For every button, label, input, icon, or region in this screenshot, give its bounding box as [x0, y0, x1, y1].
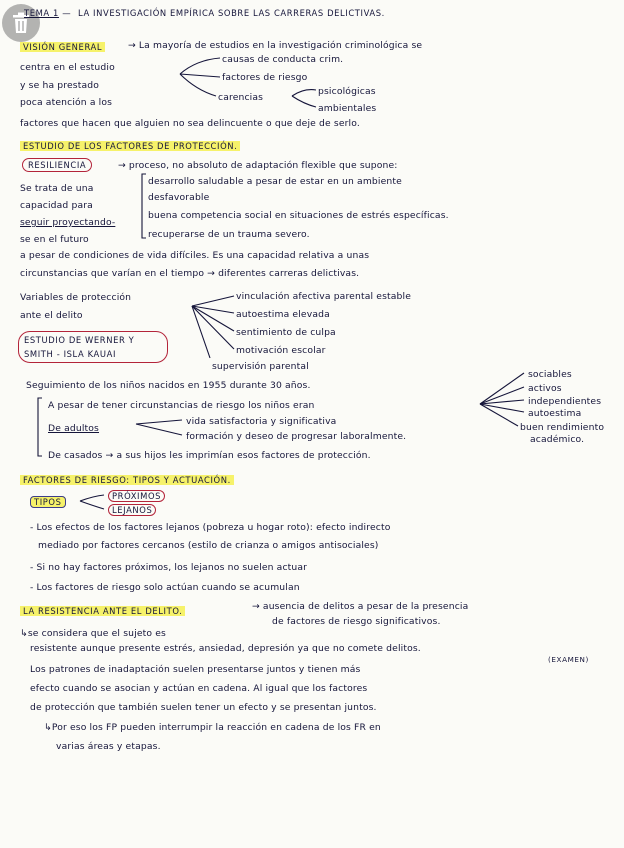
rasgo-4: autoestima	[528, 408, 582, 419]
resiliencia-item-1: desarrollo saludable a pesar de estar en un ambiente	[148, 176, 402, 187]
vision-line-3: y se ha prestado	[20, 80, 100, 91]
rasgo-1: sociables	[528, 369, 572, 380]
riesgo-heading: FACTORES DE RIESGO: TIPOS Y ACTUACIÓN.	[20, 475, 234, 486]
proteccion-para-1: a pesar de condiciones de vida difíciles. Es una capacidad relativa a unas	[20, 250, 370, 261]
resistencia-heading: LA RESISTENCIA ANTE EL DELITO.	[20, 606, 185, 617]
resistencia-line-4: efecto cuando se asocian y actúan en cadena. Al igual que los factores	[30, 683, 368, 694]
resiliencia-item-1b: desfavorable	[148, 192, 210, 203]
riesgo-line-3: - Si no hay factores próximos, los lejanos no suelen actuar	[30, 562, 308, 573]
arrow-var-5	[192, 306, 210, 358]
proteccion-heading: ESTUDIO DE LOS FACTORES DE PROTECCIÓN.	[20, 141, 240, 152]
arrow-causas	[180, 58, 220, 74]
vision-heading: VISIÓN GENERAL	[20, 42, 105, 53]
arrow-rasgo-1	[480, 373, 524, 404]
vision-line-4: poca atención a los	[20, 97, 113, 108]
variable-2: autoestima elevada	[236, 309, 330, 320]
rasgo-3: independientes	[528, 396, 602, 407]
variable-5: supervisión parental	[212, 361, 309, 372]
estudio-line-2: SMITH - ISLA KAUAI	[24, 349, 117, 359]
arrow-ambientales	[292, 96, 316, 107]
variable-1: vinculación afectiva parental estable	[236, 291, 412, 302]
tipos-label: TIPOS	[30, 497, 66, 508]
vision-branch-ambientales: ambientales	[318, 103, 377, 114]
vision-line-2: centra en el estudio	[20, 62, 115, 73]
adultos-line-2c: formación y deseo de progresar laboralmente.	[186, 431, 407, 442]
examen-note: (EXAMEN)	[548, 655, 589, 664]
resiliencia-definition: → proceso, no absoluto de adaptación flexible que supone:	[118, 160, 398, 171]
page-title: LA INVESTIGACIÓN EMPÍRICA SOBRE LAS CARRERAS DELICTIVAS.	[78, 8, 385, 18]
arrow-var-1	[192, 296, 234, 306]
tipo-lejanos: LEJANOS	[108, 505, 156, 516]
resiliencia-label: RESILIENCIA	[22, 160, 92, 171]
rasgo-2: activos	[528, 383, 562, 394]
vision-branch-psicologicas: psicológicas	[318, 86, 376, 97]
resistencia-head-b: de factores de riesgo significativos.	[272, 616, 441, 627]
resistencia-line-5: de protección que también suelen tener un efecto y se presentan juntos.	[30, 702, 377, 713]
adultos-line-2: De adultos	[48, 423, 99, 434]
adultos-line-2b: vida satisfactoria y significativa	[186, 416, 337, 427]
variable-3: sentimiento de culpa	[236, 327, 336, 338]
resiliencia-side-3: seguir proyectando-	[20, 217, 116, 228]
resistencia-head-a: → ausencia de delitos a pesar de la presencia	[252, 601, 469, 612]
resistencia-line-1: ↳se considera que el sujeto es	[20, 628, 166, 639]
variables-label-2: ante el delito	[20, 310, 83, 321]
variables-label-1: Variables de protección	[20, 292, 132, 303]
adultos-line-3: De casados → a sus hijos les imprimían esos factores de protección.	[48, 450, 371, 461]
tipo-proximos: PRÓXIMOS	[108, 491, 165, 502]
estudio-line-1: ESTUDIO DE WERNER Y	[24, 335, 135, 345]
vision-line-5: factores que hacen que alguien no sea delincuente o que deje de serlo.	[20, 118, 360, 129]
riesgo-line-1: - Los efectos de los factores lejanos (pobreza u hogar roto): efecto indirecto	[30, 522, 391, 533]
arrow-psicologicas	[292, 90, 316, 96]
resiliencia-side-4: se en el futuro	[20, 234, 89, 245]
vision-branch-carencias: carencias	[218, 92, 264, 103]
topic-number: TEMA 1 —	[24, 8, 72, 18]
resistencia-line-2: resistente aunque presente estrés, ansiedad, depresión ya que no comete delitos.	[30, 643, 421, 654]
bracket-adultos	[38, 398, 42, 456]
riesgo-line-2: mediado por factores cercanos (estilo de crianza o amigos antisociales)	[38, 540, 379, 551]
variable-4: motivación escolar	[236, 345, 326, 356]
resiliencia-side-2: capacidad para	[20, 200, 93, 211]
resistencia-line-7: varias áreas y etapas.	[56, 741, 161, 752]
arrow-carencias	[180, 74, 216, 96]
resistencia-line-3: Los patrones de inadaptación suelen presentarse juntos y tienen más	[30, 664, 361, 675]
arrow-tipos-a	[80, 495, 104, 501]
adultos-line-1: A pesar de tener circunstancias de riesgo los niños eran	[48, 400, 315, 411]
proteccion-para-2: circunstancias que varían en el tiempo → diferentes carreras delictivas.	[20, 268, 360, 279]
arrow-adultos-a	[136, 420, 182, 424]
arrow-tipos-b	[80, 501, 104, 509]
resiliencia-item-2: buena competencia social en situaciones de estrés específicas.	[148, 210, 449, 221]
bracket-resiliencia	[142, 174, 146, 238]
resiliencia-item-3: recuperarse de un trauma severo.	[148, 229, 310, 240]
vision-branch-causas: causas de conducta crim.	[222, 54, 344, 65]
resistencia-line-6: ↳Por eso los FP pueden interrumpir la reacción en cadena de los FR en	[44, 722, 381, 733]
arrow-factores	[180, 74, 220, 77]
resiliencia-side-1: Se trata de una	[20, 183, 94, 194]
riesgo-line-4: - Los factores de riesgo solo actúan cuando se acumulan	[30, 582, 300, 593]
rasgo-5: buen rendimiento	[520, 422, 605, 433]
rasgo-5b: académico.	[530, 434, 585, 445]
arrow-adultos-b	[136, 424, 182, 435]
seguimiento-line: Seguimiento de los niños nacidos en 1955 durante 30 años.	[26, 380, 311, 391]
vision-line-1: → La mayoría de estudios en la investigación criminológica se	[128, 40, 423, 51]
vision-branch-factores: factores de riesgo	[222, 72, 308, 83]
